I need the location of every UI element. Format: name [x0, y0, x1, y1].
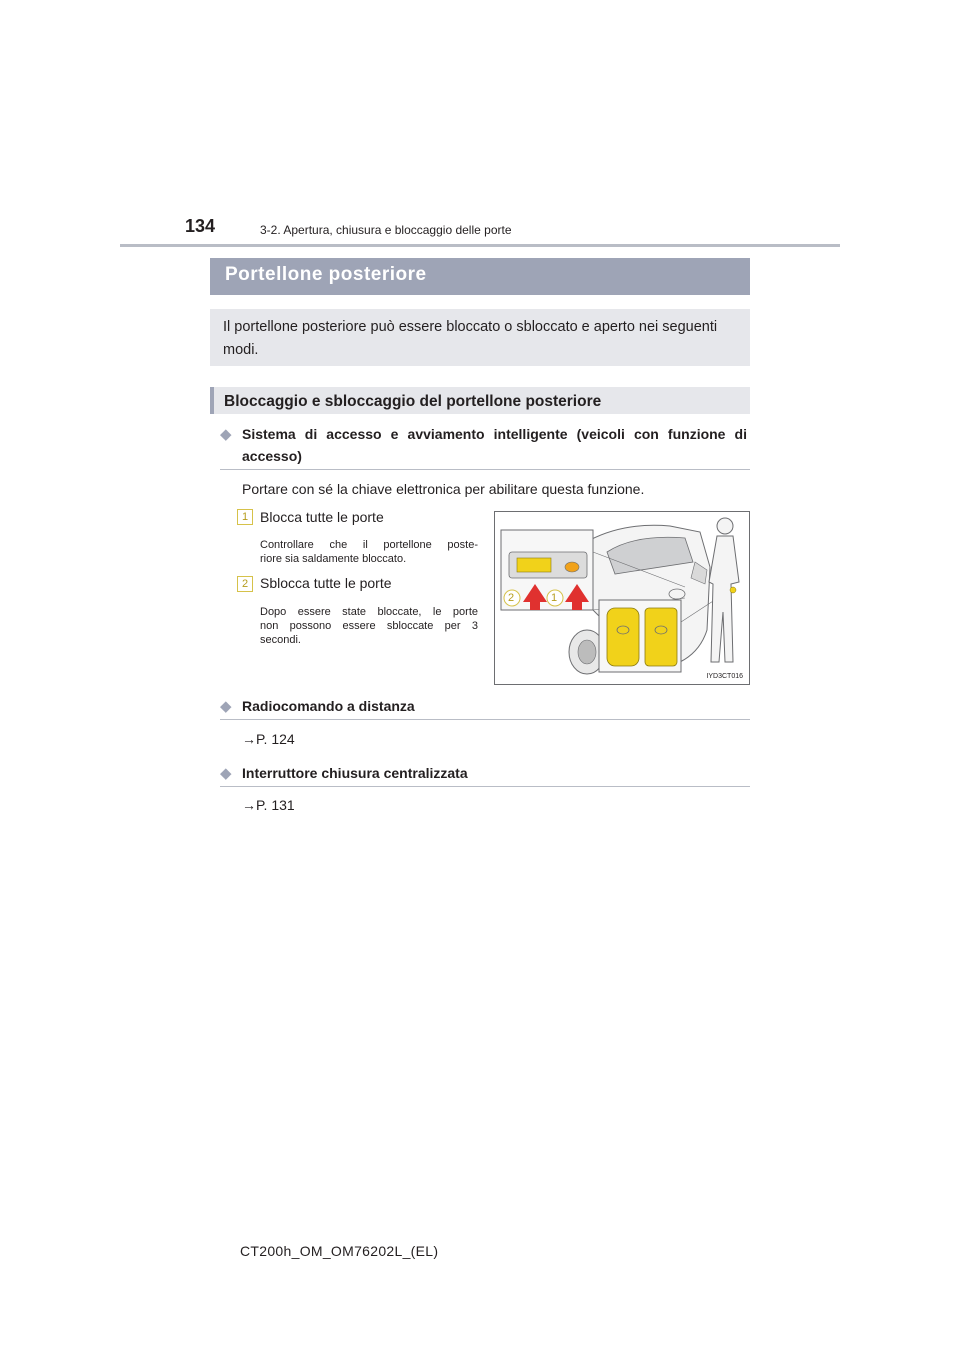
diamond-bullet-icon: ◆: [220, 698, 232, 715]
step-description-line: riore sia saldamente bloccato.: [260, 553, 407, 565]
step-title: Sblocca tutte le porte: [260, 575, 392, 591]
figure-callout-2: 2: [508, 592, 515, 604]
section-intro: Il portellone posteriore può essere bloccato o sbloccato e aperto nei seguenti modi.: [223, 319, 718, 358]
step-number-badge: 2: [237, 576, 253, 592]
step-description-line: secondi.: [260, 634, 301, 646]
header-rule: [120, 244, 840, 247]
diamond-bullet-icon: ◆: [220, 765, 232, 782]
figure-callout-1: 1: [551, 592, 558, 604]
step-number-badge: 1: [237, 509, 253, 525]
step-description-line: non possono essere sbloccate per 3: [260, 620, 478, 632]
step-title: Blocca tutte le porte: [260, 509, 384, 525]
smart-access-heading-line1: Sistema di accesso e avviamento intelligente (veicoli con funzione di: [242, 426, 747, 442]
figure-code: IYD3CT016: [706, 673, 743, 680]
remote-heading-text: Radiocomando a distanza: [242, 698, 415, 714]
remote-heading: [220, 695, 415, 718]
page-number: 134: [185, 216, 216, 236]
diamond-bullet-icon: ◆: [220, 426, 232, 443]
running-head: 3-2. Apertura, chiusura e bloccaggio delle porte: [260, 223, 512, 237]
central-switch-heading-text: Interruttore chiusura centralizzata: [242, 765, 468, 781]
heading-rule: [220, 786, 750, 787]
central-switch-heading: [220, 762, 468, 785]
step-description-line: Controllare che il portellone poste-: [260, 539, 478, 551]
page-reference-link[interactable]: →P. 124: [242, 731, 295, 747]
step-description-line: Dopo essere state bloccate, le porte: [260, 606, 478, 618]
section-title: Portellone posteriore: [225, 264, 427, 285]
smart-access-heading-line2: accesso): [242, 448, 302, 464]
page-reference-link[interactable]: →P. 131: [242, 797, 295, 813]
heading-rule: [220, 719, 750, 720]
document-code: CT200h_OM_OM76202L_(EL): [240, 1243, 439, 1259]
tailgate-illustration-drawing: [495, 512, 749, 684]
smart-access-body: Portare con sé la chiave elettronica per abilitare questa funzione.: [242, 481, 645, 497]
subsection-title: Bloccaggio e sbloccaggio del portellone posteriore: [224, 393, 602, 410]
smart-access-heading: [220, 423, 750, 446]
heading-rule: [220, 469, 750, 470]
tailgate-illustration: [494, 511, 750, 685]
